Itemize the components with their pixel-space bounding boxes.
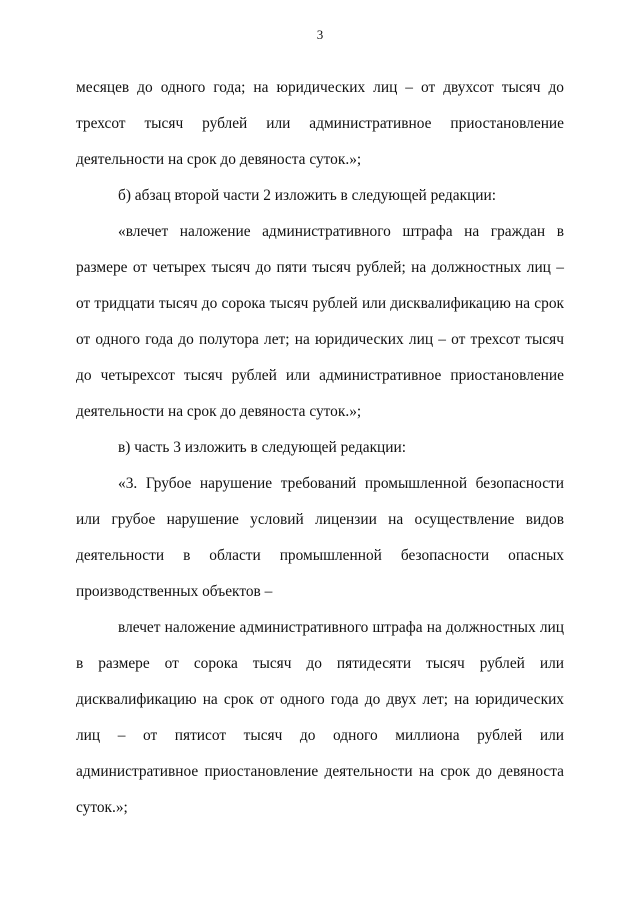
paragraph-fine-text-part-2: «влечет наложение административного штрафа на граждан в размере от четырех тысяч до пяти тысяч рублей; на должностных лиц – от тридцати тысяч до сорока тысяч рублей или дисквалификацию на срок от одного года до полутора лет; на юридических лиц – от трехсот тысяч до четырехсот тысяч рублей или административное приостановление деятельности на срок до девяноста суток.»;: [76, 223, 564, 420]
paragraph-fine-text-part-3: влечет наложение административного штрафа на должностных лиц в размере от сорока тысяч до пятидесяти тысяч рублей или дисквалификацию на срок от одного года до двух лет; на юридических лиц – от пятисот тысяч до одного миллиона рублей или административное приостановление деятельности на срок до девяноста суток.»;: [76, 619, 564, 816]
paragraph-part-3-definition: «3. Грубое нарушение требований промышленной безопасности или грубое нарушение условий лицензии на осуществление видов деятельности в области промышленной безопасности опасных производственных объектов –: [76, 475, 564, 600]
paragraph-item-v: в) часть 3 изложить в следующей редакции:: [118, 439, 407, 456]
page-number: 3: [316, 27, 324, 42]
paragraph-continuation: месяцев до одного года; на юридических лиц – от двухсот тысяч до трехсот тысяч рублей или административное приостановление деятельности на срок до девяноста суток.»;: [76, 79, 564, 168]
paragraph-item-b: б) абзац второй части 2 изложить в следующей редакции:: [118, 187, 497, 204]
document-body: [76, 70, 564, 826]
